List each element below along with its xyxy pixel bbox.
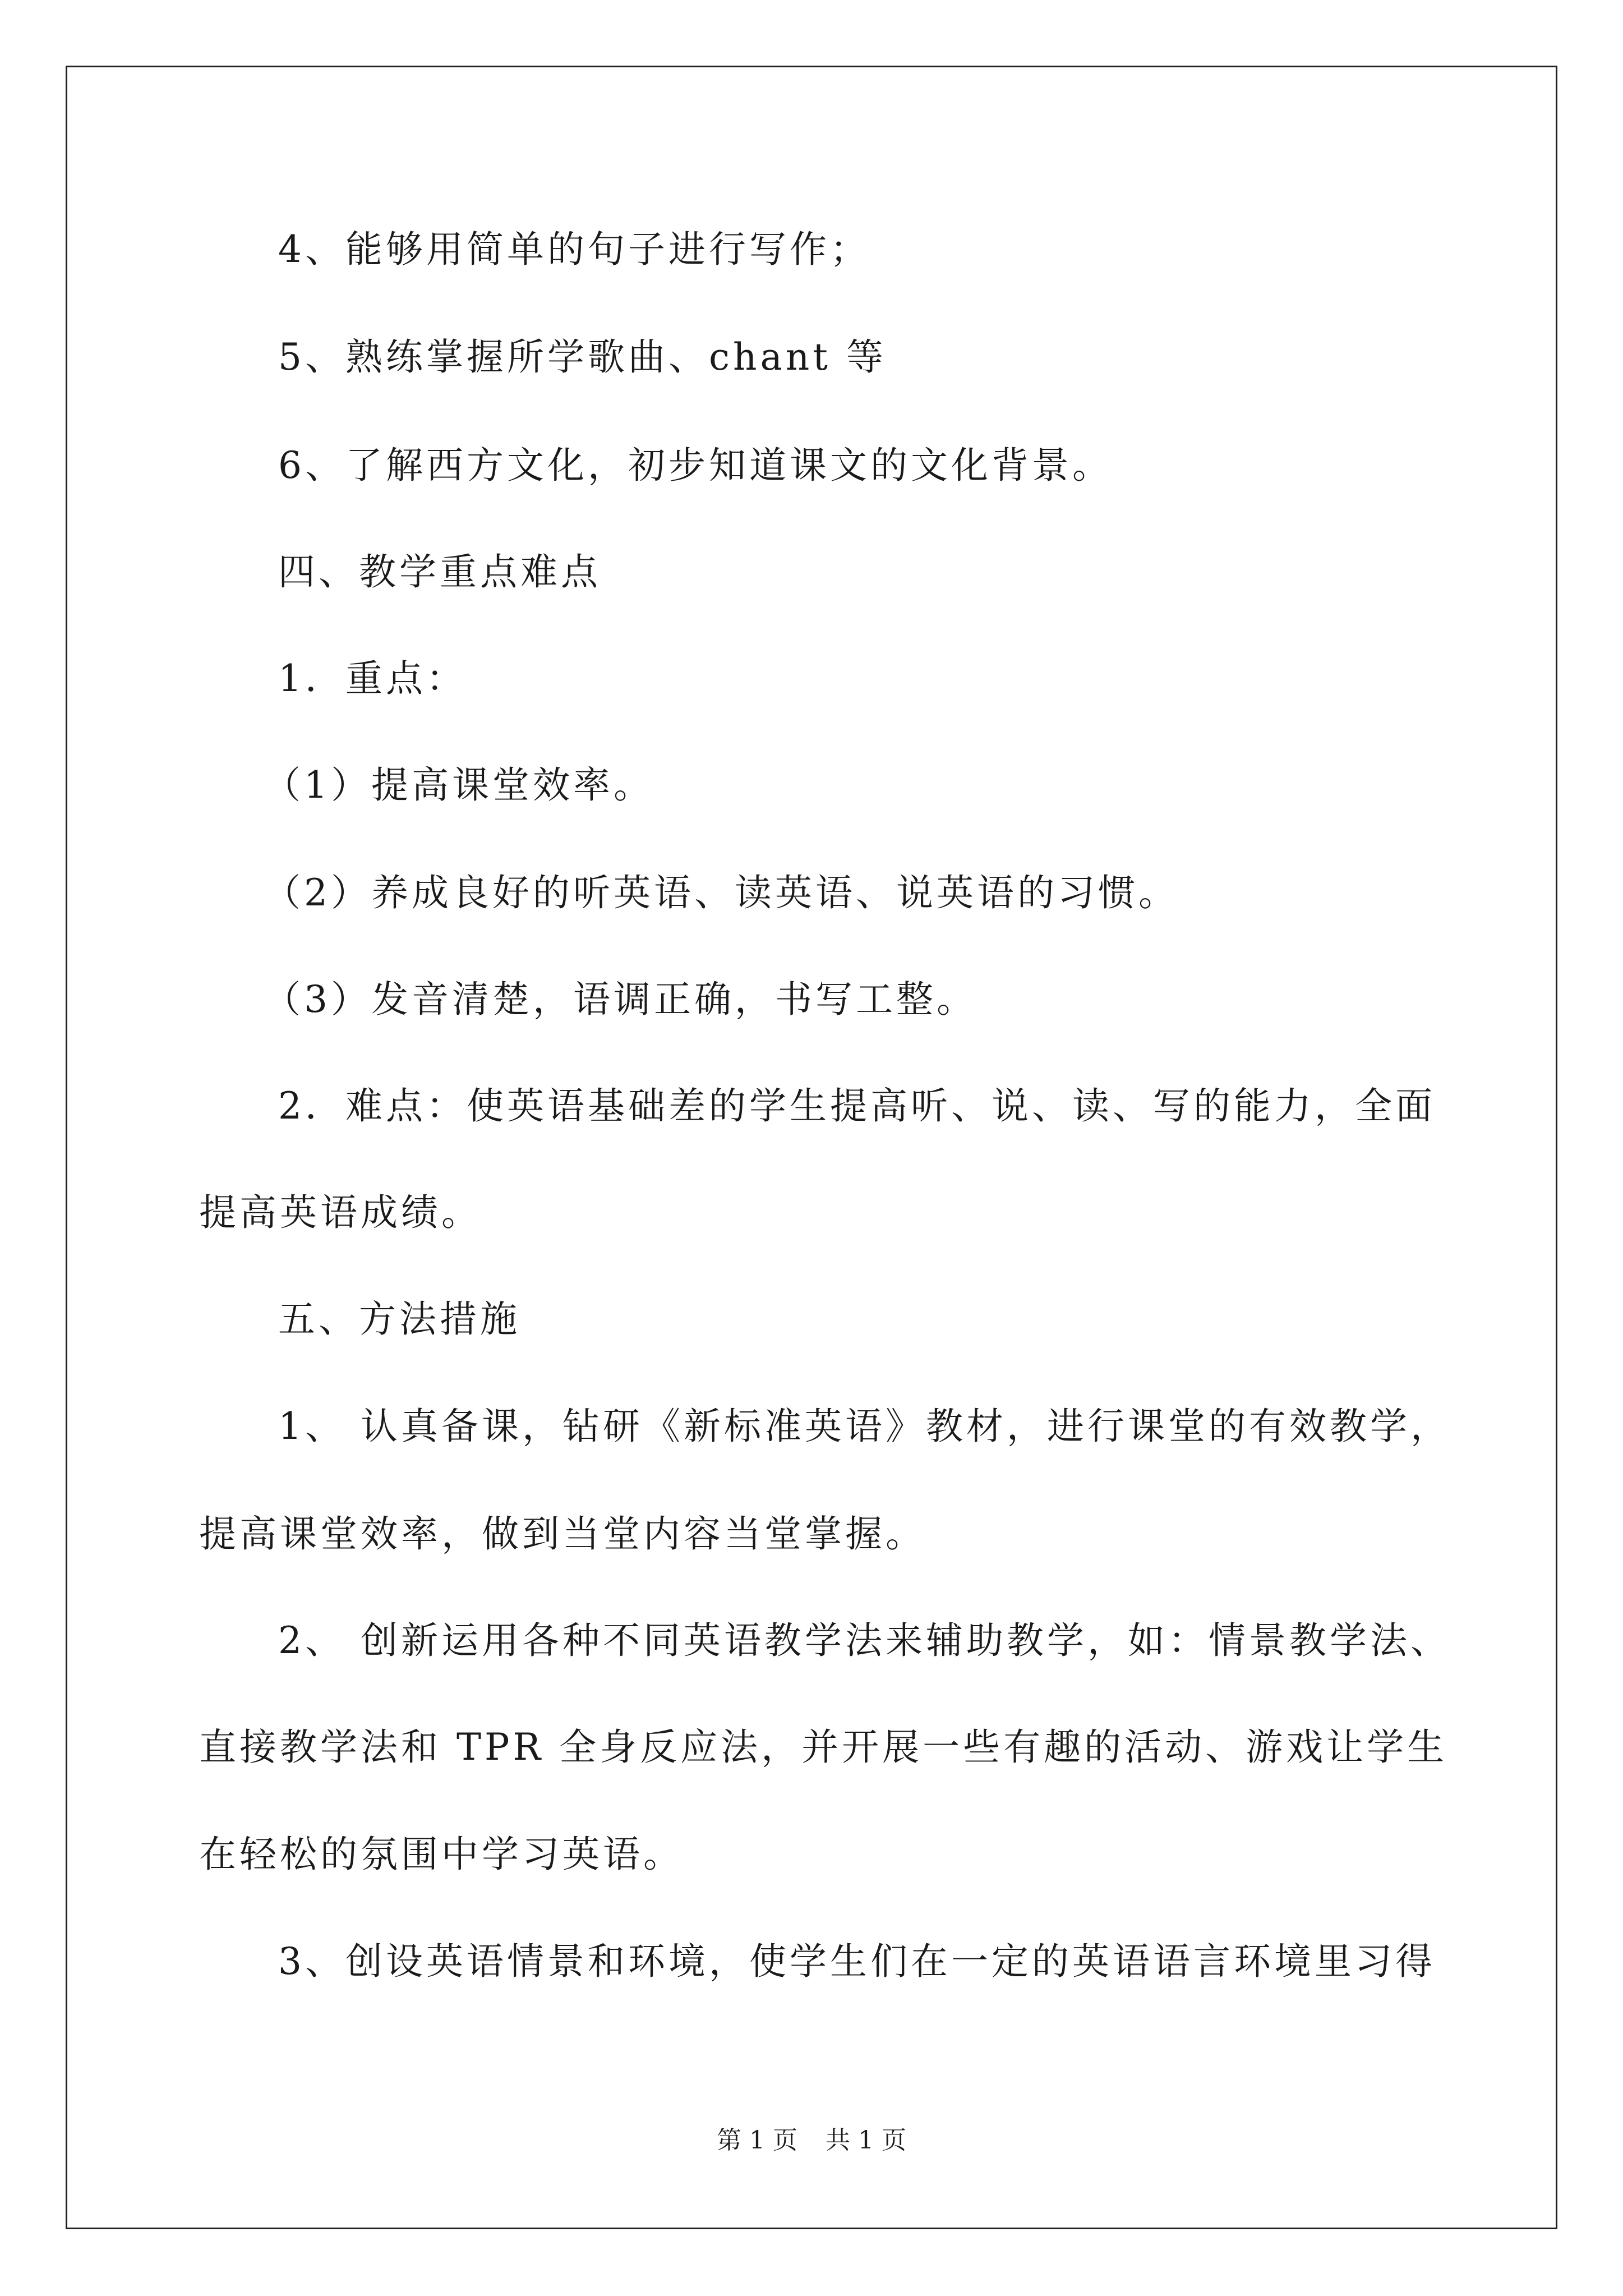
- method-2-line-1: 2、 创新运用各种不同英语教学法来辅助教学，如：情景教学法、: [278, 1619, 1451, 1662]
- method-1-line-1: 1、 认真备课，钻研《新标准英语》教材，进行课堂的有效教学，: [278, 1405, 1451, 1448]
- method-1-line-2: 提高课堂效率，做到当堂内容当堂掌握。: [199, 1512, 926, 1556]
- page-number-total: 共 1 页: [826, 2126, 906, 2155]
- section-heading-methods: 五、方法措施: [278, 1297, 520, 1341]
- key-point-1: （1）提高课堂效率。: [264, 763, 654, 807]
- section-heading-focus: 四、教学重点难点: [278, 550, 601, 593]
- method-2-line-3: 在轻松的氛围中学习英语。: [199, 1833, 684, 1876]
- difficulty-line-2: 提高英语成绩。: [199, 1191, 482, 1234]
- difficulty-line-1: 2．难点：使英语基础差的学生提高听、说、读、写的能力，全面: [278, 1084, 1436, 1128]
- paragraph-objective-4: 4、能够用简单的句子进行写作；: [278, 228, 870, 271]
- method-3-line-1: 3、创设英语情景和环境，使学生们在一定的英语语言环境里习得: [278, 1940, 1436, 1983]
- page-border: [66, 66, 1557, 2229]
- subheading-key-points: 1．重点：: [278, 657, 467, 700]
- page-footer: [0, 2125, 1623, 2156]
- key-point-2: （2）养成良好的听英语、读英语、说英语的习惯。: [264, 871, 1179, 914]
- page-number-current: 第 1 页: [717, 2126, 797, 2155]
- paragraph-objective-5: 5、熟练掌握所学歌曲、chant 等: [278, 335, 887, 379]
- paragraph-objective-6: 6、了解西方文化，初步知道课文的文化背景。: [278, 444, 1113, 487]
- key-point-3: （3）发音清楚，语调正确，书写工整。: [264, 978, 977, 1021]
- method-2-line-2: 直接教学法和 TPR 全身反应法，并开展一些有趣的活动、游戏让学生: [199, 1726, 1448, 1769]
